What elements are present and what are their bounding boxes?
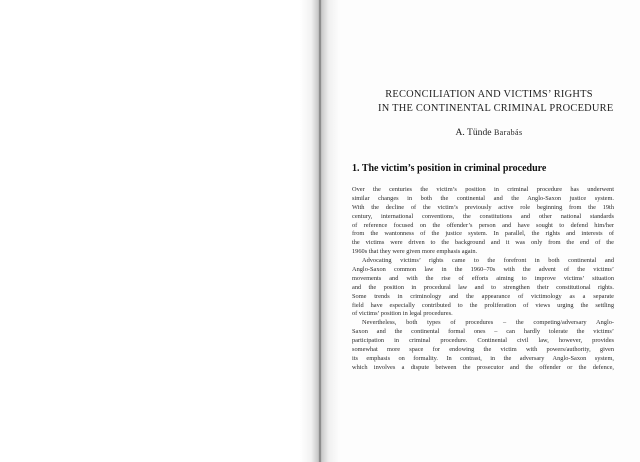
body-line: similar changes in both the continental and the Anglo-Saxon justice system. bbox=[352, 194, 614, 202]
body-line: century, international conventions, the constitutions and other national standards bbox=[352, 212, 614, 220]
body-line: of reference focused on the offender’s person and have sought to defend him/her bbox=[352, 221, 614, 229]
body-line: 1960s that they were given more emphasis again. bbox=[352, 248, 478, 256]
body-line: movements and with the rise of efforts aiming to improve victims’ situation bbox=[352, 274, 614, 282]
chapter-title bbox=[378, 88, 614, 116]
body-line: Some trends in criminology and the appearance of victimology as a separate bbox=[352, 292, 614, 300]
section-heading: 1. The victim’s position in criminal procedure bbox=[352, 163, 547, 174]
body-line: Saxon and the continental formal ones – can hardly tolerate the victims’ bbox=[352, 328, 614, 336]
author-name bbox=[378, 127, 600, 138]
body-line: of victims’ position in legal procedures. bbox=[352, 310, 453, 318]
body-line: Anglo-Saxon common law in the 1960–70s with the advent of the victims’ bbox=[352, 266, 614, 274]
body-line: Advocating victims’ rights came to the forefront in both continental and bbox=[362, 257, 614, 265]
body-line: its emphasis on formality. In contrast, in the adversary Anglo-Saxon system, bbox=[352, 354, 614, 362]
chapter-title-line-2: IN THE CONTINENTAL CRIMINAL PROCEDURE bbox=[378, 103, 614, 114]
body-line: Over the centuries the victim’s position in criminal procedure has underwent bbox=[352, 186, 614, 193]
chapter-title-line-1: RECONCILIATION AND VICTIMS’ RIGHTS bbox=[385, 89, 593, 100]
body-line: Nevertheless, both types of procedures – the competing/adversary Anglo- bbox=[362, 319, 614, 327]
book-gutter-shadow bbox=[300, 0, 340, 462]
author-given-name: A. Tünde bbox=[455, 127, 492, 138]
author-surname: Barabás bbox=[493, 128, 523, 137]
body-line: which involves a dispute between the prosecutor and the offender or the defence, bbox=[352, 363, 614, 371]
body-line: the victims were driven to the background and it was only from the end of the bbox=[352, 239, 614, 247]
body-line: participation in criminal procedure. Continental civil law, however, provides bbox=[352, 337, 614, 345]
body-line: and the position in procedural law and to strengthen their constitutional rights. bbox=[352, 283, 614, 291]
body-text bbox=[352, 186, 614, 373]
body-line: from the wantonness of the justice system. In parallel, the rights and interests of bbox=[352, 230, 614, 238]
body-line: With the decline of the victim’s previously active role beginning from the 19th bbox=[352, 203, 614, 211]
body-line: somewhat more space for endowing the victim with powers/authority, given bbox=[352, 346, 614, 354]
left-page-blank bbox=[0, 0, 318, 462]
body-line: field have especially contributed to the proliferation of views urging the settling bbox=[352, 301, 614, 309]
